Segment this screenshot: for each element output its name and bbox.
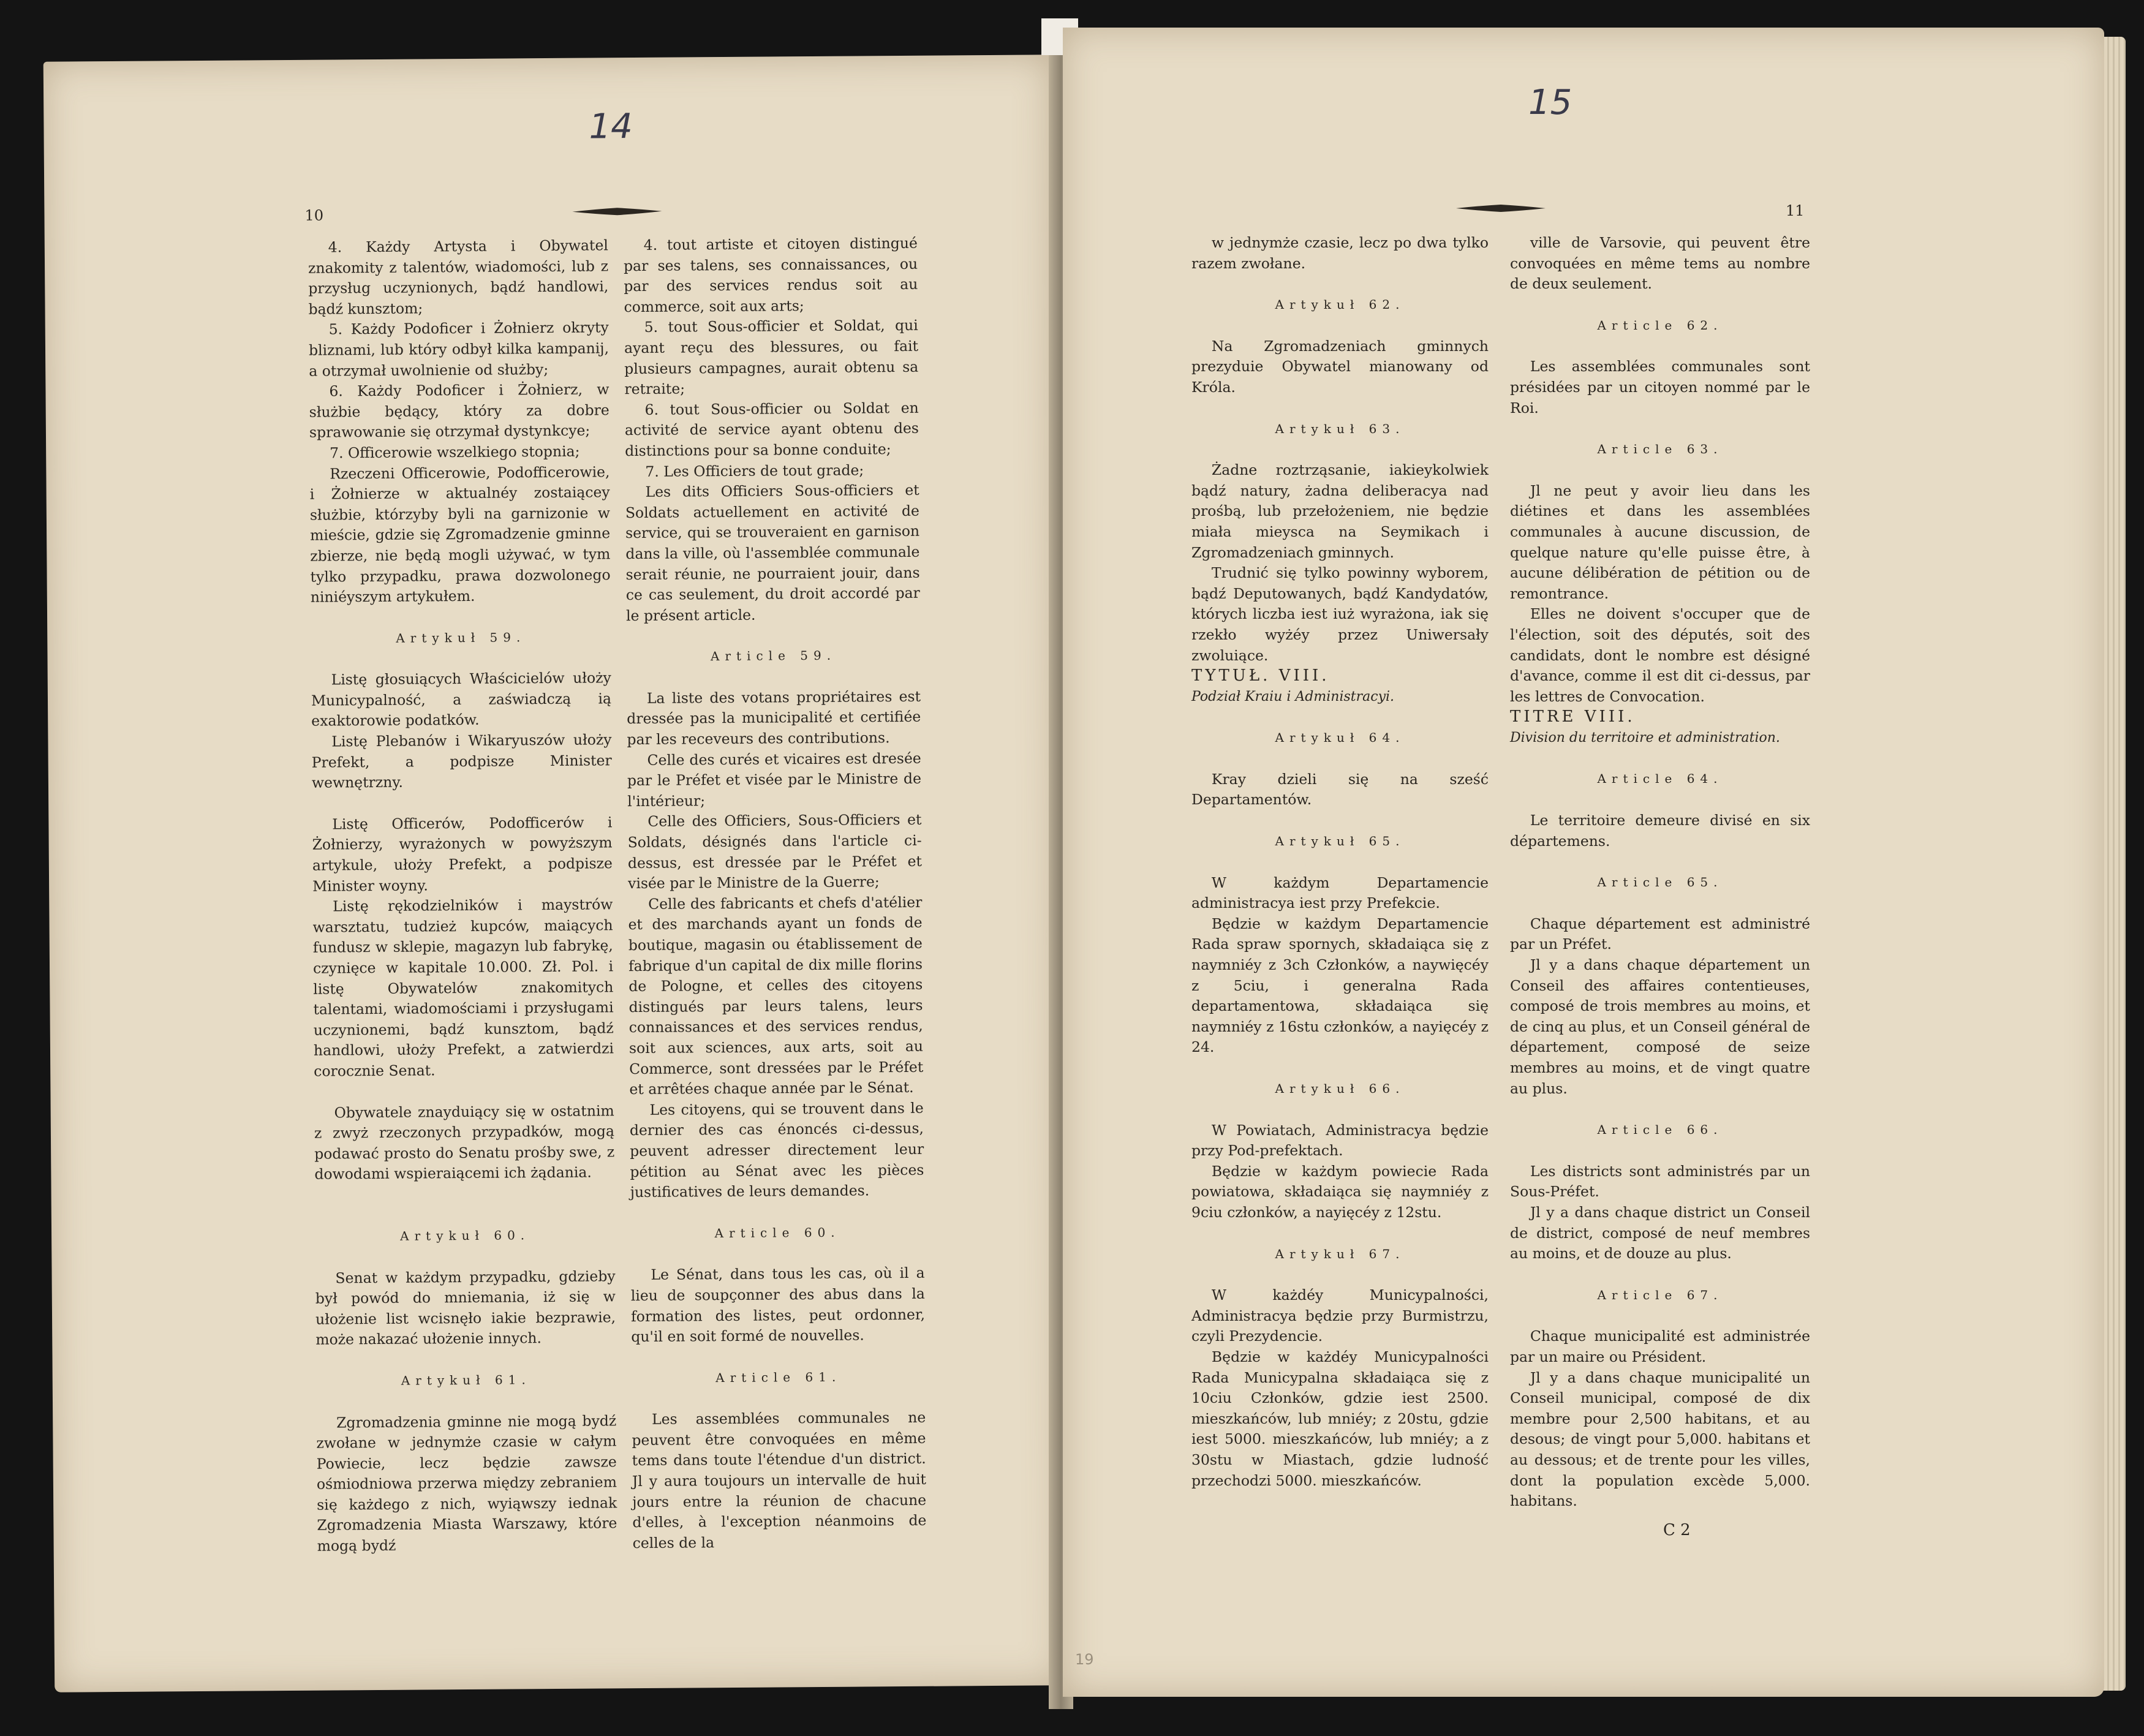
article-heading: Article 62.	[1597, 317, 1723, 333]
article-heading: Article 63.	[1597, 442, 1723, 457]
paragraph: Listę Plebanów i Wikaryuszów ułoży Prefekt, a podpisze Minister wewnętrzny.	[311, 731, 612, 791]
paragraph: Chaque département est administré par un Préfet.	[1510, 915, 1810, 953]
paragraph: Jl ne peut y avoir lieu dans les diétines et dans les assemblées communales à aucune discussion, de quelque nature qu'elle puisse être, à aucune délibération de pétition ou de remontrance.	[1510, 481, 1810, 602]
paragraph: Jl y a dans chaque district un Conseil de district, composé de neuf membres au moins, et de douze au plus.	[1510, 1203, 1810, 1262]
ornament-rule-right	[1455, 203, 1547, 213]
paragraph: 5. Każdy Podoficer i Żołnierz okryty bliznami, lub który odbył kilka kampanij, a otrzymał uwolnienie od służby;	[308, 319, 610, 380]
french-column-left	[624, 233, 927, 1554]
paragraph: Będzie w każdéy Municypalności Rada Municypalna składaiąca się z 10ciu Członków, gdzie iest 2500. mieszkańców, lub mniéy; z 20stu, gdzie iest 5000. mieszkańców, lub mniéy; a z 30stu w Miastach, gdzie ludność przechodzi 5000. mieszkańców.	[1191, 1348, 1489, 1489]
title-heading: TITRE VIII.	[1510, 708, 1636, 726]
title-heading: TYTUŁ. VIII.	[1191, 666, 1330, 685]
article-heading: Article 66.	[1597, 1122, 1723, 1138]
paragraph: Jl y a dans chaque municipalité un Conseil municipal, composé de dix membre pour 2,500 habitans, et au desous; de vingt pour 5,000. habitans et au dessous; et de trente pour les villes, dont la population excède 5,000. habitans.	[1510, 1368, 1810, 1510]
paragraph: La liste des votans propriétaires est dressée pas la municipalité et certifiée par les receveurs des contributions.	[627, 687, 921, 749]
paragraph: Celle des curés et vicaires est dresée par le Préfet et visée par le Ministre de l'intérieur;	[627, 749, 922, 810]
paragraph: W Powiatach, Administracya będzie przy Pod-prefektach.	[1191, 1121, 1489, 1160]
folio-left: 10	[304, 206, 324, 224]
paragraph: Senat w każdym przypadku, gdzieby był powód do mniemania, iż się w ułożenie list wcisnęło iakie bezprawie, może nakazać ułożenie innych.	[315, 1267, 616, 1349]
article-heading: Artykuł 64.	[1275, 730, 1405, 745]
paragraph: Les assemblées communales sont présidées par un citoyen nommé par le Roi.	[1510, 358, 1810, 417]
paragraph: Le territoire demeure divisé en six départemens.	[1510, 812, 1810, 850]
paragraph: W każdym Departamencie administracya iest przy Prefekcie.	[1191, 874, 1489, 912]
article-heading: Article 65.	[1597, 875, 1723, 890]
article-heading: Article 67.	[1597, 1287, 1723, 1302]
paragraph: 6. tout Sous-officier ou Soldat en activité de service ayant obtenu des distinctions pour sa bonne conduite;	[624, 399, 919, 460]
article-heading: Artykuł 60.	[400, 1228, 530, 1244]
paragraph: 7. Les Officiers de tout grade;	[645, 461, 864, 480]
paragraph: Będzie w każdym Departamencie Rada spraw spornych, składaiąca się z naymniéy z 3ch Członków, a naywięcéy z 5ciu, i generalna Rada departamentowa, składaiąca się naymniéy z 16stu członków, a nayięcéy z 24.	[1191, 915, 1489, 1056]
paragraph: Le Sénat, dans tous les cas, où il a lieu de soupçonner des abus dans la formation des listes, peut ordonner, qu'il en soit formé de nouvelles.	[630, 1264, 926, 1346]
polish-column-right	[1191, 233, 1489, 1491]
article-heading: Artykuł 63.	[1275, 421, 1405, 436]
paragraph: Na Zgromadzeniach gminnych prezyduie Obywatel mianowany od Króla.	[1191, 337, 1489, 396]
paragraph: Jl y a dans chaque département un Conseil des affaires contentieuses, composé de trois membres au moins, et de cinq au plus, et un Conseil général de département, composé de seize membres au moins, et de vingt quatre au plus.	[1510, 956, 1810, 1097]
paragraph: Listę głosuiących Właścicielów ułoży Municypalność, a zaświadczą ią exaktorowie podatków.	[311, 669, 612, 730]
paragraph: Elles ne doivent s'occuper que de l'élection, soit des députés, soit des candidats, dont le nombre est désigné d'avance, comme il est dit ci-dessus, par les lettres de Convocation.	[1510, 605, 1810, 705]
paragraph: ville de Varsovie, qui peuvent être convoquées en même tems au nombre de deux seulement.	[1510, 234, 1810, 293]
article-heading: Artykuł 65.	[1275, 834, 1405, 849]
article-heading: Article 60.	[714, 1225, 840, 1240]
ornament-rule-left	[571, 206, 663, 217]
title-subtitle: Division du territoire et administration.	[1510, 730, 1780, 745]
article-heading: Artykuł 67.	[1275, 1246, 1405, 1261]
paragraph: Les citoyens, qui se trouvent dans le dernier des cas énoncés ci-dessus, peuvent adresser directement leur pétition au Sénat avec les pièces justificatives de leurs demandes.	[629, 1099, 924, 1201]
polish-column-left	[308, 235, 617, 1557]
article-heading: Artykuł 66.	[1275, 1081, 1405, 1096]
paragraph: 5. tout Sous-officier et Soldat, qui ayant reçu des blessures, ou fait plusieurs campagnes, aurait obtenu sa retraite;	[624, 317, 919, 398]
paragraph: Les districts sont administrés par un Sous-Préfet.	[1510, 1162, 1810, 1201]
paragraph: Chaque municipalité est administrée par un maire ou Président.	[1510, 1327, 1810, 1365]
paragraph: Rzeczeni Officerowie, Podofficerowie, i Żołnierze w aktualnéy zostaiącey służbie, którzyby byli na garnizonie w mieście, gdzie się Zgromadzenie gminne zbierze, nie będą mogli używać, w tym tylko przypadku, prawa dozwolonego niniéyszym artykułem.	[309, 462, 611, 606]
article-heading: Article 64.	[1597, 771, 1723, 787]
left-page	[43, 55, 1063, 1692]
article-heading: Article 59.	[710, 648, 837, 664]
french-column-right	[1510, 233, 1810, 1541]
right-page	[1063, 28, 2104, 1697]
folio-right: 11	[1786, 202, 1805, 219]
paragraph: Żadne roztrząsanie, iakieykolwiek bądź natury, żadna deliberacya nad prośbą, lub przełożeniem, nie będzie miała mieysca na Seymikach i Zgromadzeniach gminnych.	[1191, 461, 1489, 561]
paragraph: Celle des fabricants et chefs d'atélier et des marchands ayant un fonds de boutique, magasin ou établissement de fabrique d'un capital de dix mille florins de Pologne, et celles des citoyens distingués par leurs talens, leurs connaissances et des services rendus, soit aux sciences, aux arts, soit au Commerce, sont dressées par le Préfet et arrêtées chaque année par le Sénat.	[628, 893, 924, 1098]
paragraph: Kray dzieli się na sześć Departamentów.	[1191, 770, 1489, 809]
paragraph: Les dits Officiers Sous-officiers et Soldats actuellement en activité de service, qui se trouveraient en garnison dans la ville, où l'assemblée communale serait réunie, ne pourraient jouir, dans ce cas seulement, du droit accordé par le présent article.	[625, 481, 920, 624]
paragraph: 7. Officerowie wszelkiego stopnia;	[329, 442, 580, 462]
article-heading: Article 61.	[715, 1369, 842, 1385]
article-heading: Artykuł 62.	[1275, 297, 1405, 312]
paragraph: w jednymże czasie, lecz po dwa tylko razem zwołane.	[1191, 234, 1489, 272]
article-heading: Artykuł 61.	[401, 1372, 531, 1388]
paragraph: 6. Każdy Podoficer i Żołnierz, w służbie będący, który za dobre sprawowanie się otrzymał dystynkcye;	[309, 380, 610, 442]
paragraph: Celle des Officiers, Sous-Officiers et Soldats, désignés dans l'article ci-dessus, est dressée par le Préfet et visée par le Ministre de la Guerre;	[627, 811, 922, 893]
pencil-page-number-left: 14	[589, 107, 633, 147]
gutter-pencil-mark: 19	[1075, 1651, 1094, 1668]
signature-mark: C 2	[1663, 1520, 1691, 1539]
paragraph: 4. tout artiste et citoyen distingué par ses talens, ses connaissances, ou par des services rendus soit au commerce, soit aux arts;	[623, 234, 918, 315]
paragraph: Zgromadzenia gminne nie mogą bydź zwołane w jednymże czasie w całym Powiecie, lecz będzie zawsze ośmiodniowa przerwa między zebraniem się każdego z nich, wyiąwszy iednak Zgromadzenia Miasta Warszawy, które mogą bydź	[316, 1411, 617, 1555]
paragraph: Listę rękodzielników i maystrów warsztatu, tudzież kupców, maiących fundusz w sklepie, magazyn lub fabrykę, czynięce w kapitale 10.000. Zł. Pol. i listę Obywatelów znakomitych talentami, wiadomościami i przysługami uczynionemi, bądź kunsztom, bądź handlowi, ułoży Prefekt, a zatwierdzi corocznie Senat.	[312, 896, 614, 1080]
paragraph: Obywatele znayduiący się w ostatnim z zwyż rzeczonych przypadków, mogą podawać prosto do Senatu prośby swe, z dowodami wspieraiącemi ich żądania.	[314, 1101, 615, 1183]
paragraph: Listę Officerów, Podofficerów i Żołnierzy, wyrażonych w powyższym artykule, ułoży Prefekt, a podpisze Minister woyny.	[312, 813, 613, 895]
paragraph: Les assemblées communales ne peuvent être convoquées en même tems dans toute l'étendue d'un district. Jl y aura toujours un intervalle de huit jours entre la réunion de chacune d'elles, à l'exception néanmoins de celles de la	[632, 1409, 927, 1552]
title-subtitle: Podział Kraiu i Administracyi.	[1191, 689, 1395, 704]
paragraph: Trudnić się tylko powinny wyborem, bądź Deputowanych, bądź Kandydatów, których liczba iest iuż wyrażona, iak się rzekło wyżéy przez Uniwersały zwoluiące.	[1191, 564, 1489, 664]
paragraph: Będzie w każdym powiecie Rada powiatowa, składaiąca się naymniéy z 9ciu członków, a nayięcéy z 12stu.	[1191, 1162, 1489, 1221]
pencil-page-number-right: 15	[1528, 83, 1572, 123]
paragraph: W każdéy Municypalności, Administracya będzie przy Burmistrzu, czyli Prezydencie.	[1191, 1286, 1489, 1345]
paragraph: 4. Każdy Artysta i Obywatel znakomity z talentów, wiadomości, lub z przysług uczynionych, bądź handlowi, bądź kunsztom;	[308, 236, 609, 318]
article-heading: Artykuł 59.	[396, 629, 526, 646]
